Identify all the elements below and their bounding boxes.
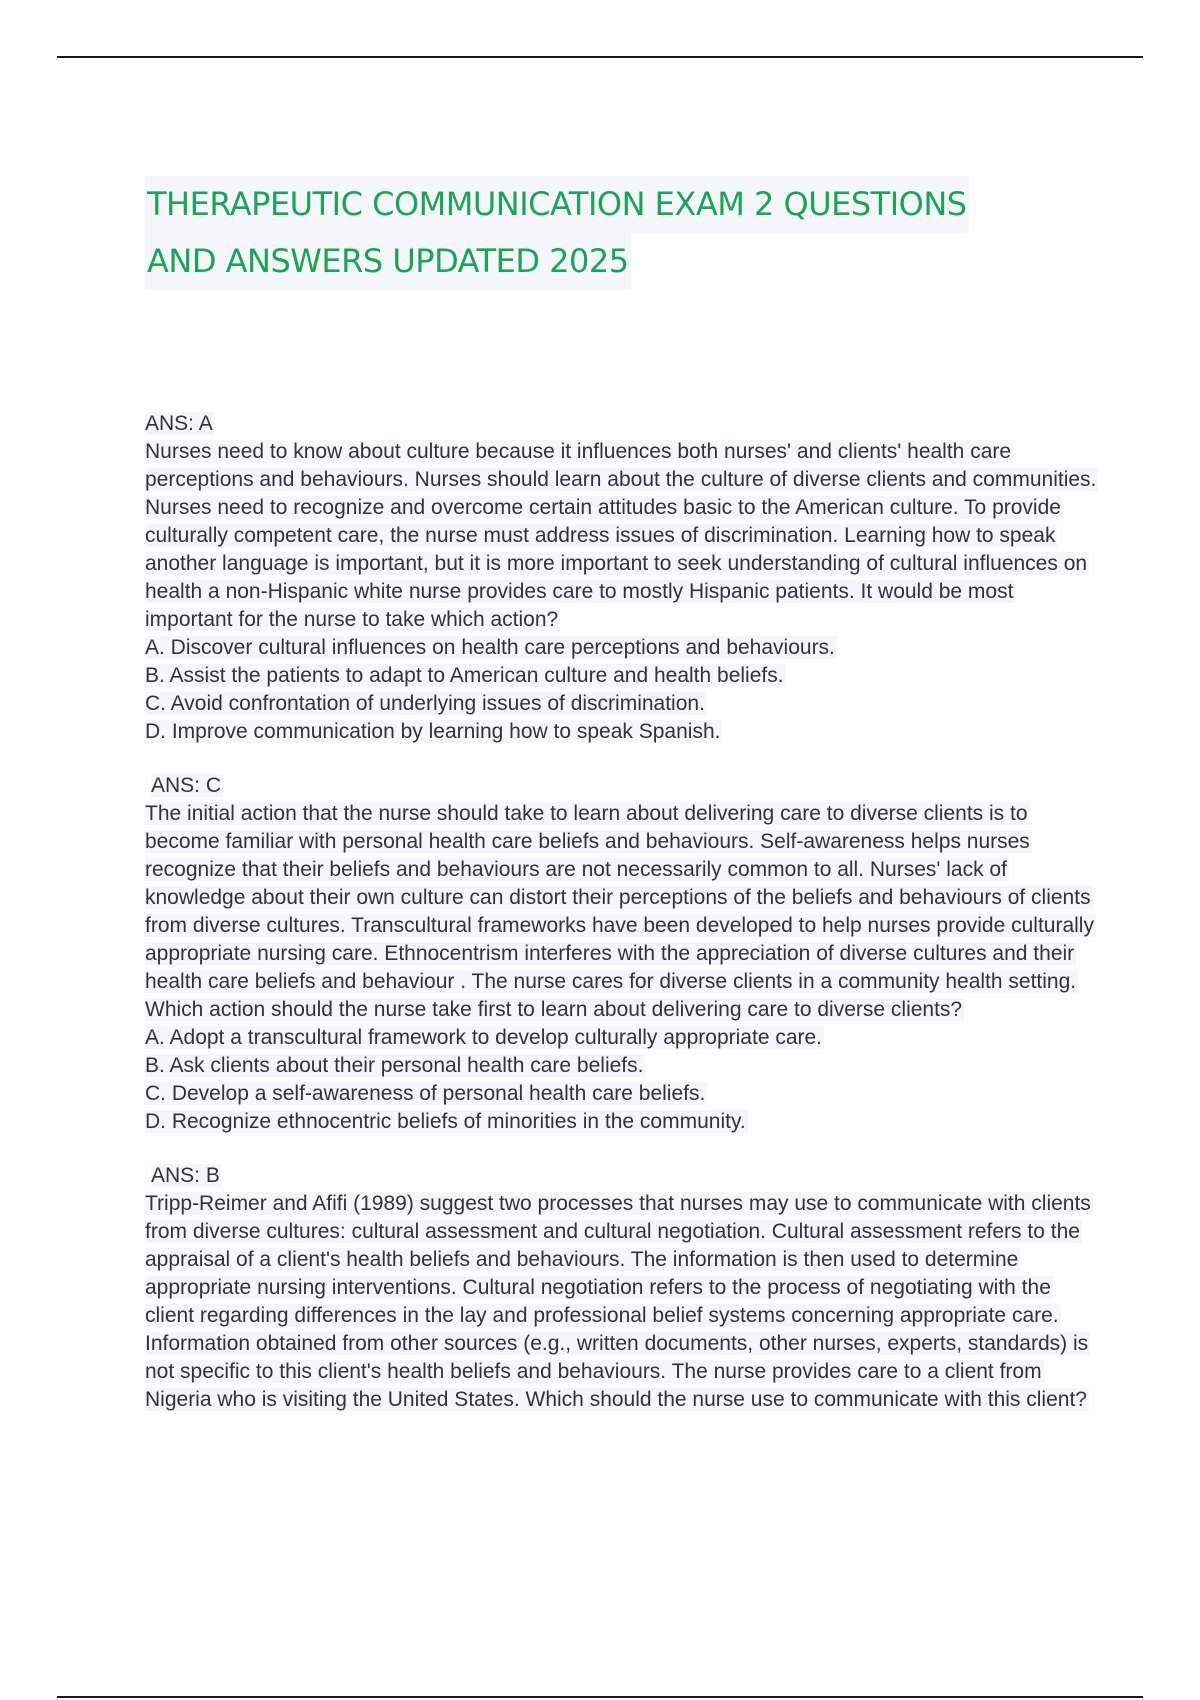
answer-label: ANS: C [151, 774, 222, 797]
rationale-and-question: Tripp-Reimer and Afifi (1989) suggest two processes that nurses may use to communicate with clients from diverse cultures: cultural assessment and cultural negotiation. Cultural assessment refers to the appraisal of a client's health beliefs and behaviours. The information is then used to determine appropriate nursing interventions. Cultural negotiation refers to the process of negotiating with the client regarding differences in the lay and professional belief systems concerning appropriate care. Information obtained from other sources (e.g., written documents, other nurses, experts, standards) is not specific to this client's health beliefs and behaviours. The nurse provides care to a client from Nigeria who is visiting the United States. Which should the nurse use to communicate with this client? [145, 1192, 1091, 1411]
footer-rule [57, 1696, 1143, 1698]
qa-block-2 [145, 772, 1105, 1136]
title-line-2: AND ANSWERS UPDATED 2025 [145, 233, 631, 290]
answer-label: ANS: B [151, 1164, 220, 1187]
option-c: C. Avoid confrontation of underlying issues of discrimination. [145, 692, 705, 715]
option-d: D. Recognize ethnocentric beliefs of minorities in the community. [145, 1110, 746, 1133]
option-b: B. Ask clients about their personal health care beliefs. [145, 1054, 644, 1077]
title-line-1: THERAPEUTIC COMMUNICATION EXAM 2 QUESTIONS [145, 176, 969, 233]
answer-options [145, 1024, 1105, 1136]
qa-block-1 [145, 410, 1105, 746]
option-d: D. Improve communication by learning how to speak Spanish. [145, 720, 721, 743]
qa-content [145, 410, 1105, 1440]
rationale-and-question: Nurses need to know about culture because it influences both nurses' and clients' health care perceptions and behaviours. Nurses should learn about the culture of diverse clients and communities. Nurses need to recognize and overcome certain attitudes basic to the American culture. To provide culturally competent care, the nurse must address issues of discrimination. Learning how to speak another language is important, but it is more important to seek understanding of cultural influences on health a non-Hispanic white nurse provides care to mostly Hispanic patients. It would be most important for the nurse to take which action? [145, 440, 1097, 631]
option-b: B. Assist the patients to adapt to American culture and health beliefs. [145, 664, 784, 687]
qa-block-3 [145, 1162, 1105, 1414]
answer-label: ANS: A [145, 412, 213, 435]
header-rule [57, 56, 1143, 58]
option-c: C. Develop a self-awareness of personal health care beliefs. [145, 1082, 706, 1105]
option-a: A. Discover cultural influences on health care perceptions and behaviours. [145, 636, 835, 659]
option-a: A. Adopt a transcultural framework to develop culturally appropriate care. [145, 1026, 823, 1049]
document-title [145, 176, 969, 290]
answer-options [145, 634, 1105, 746]
rationale-and-question: The initial action that the nurse should take to learn about delivering care to diverse clients is to become familiar with personal health care beliefs and behaviours. Self-awareness helps nurses recognize that their beliefs and behaviours are not necessarily common to all. Nurses' lack of knowledge about their own culture can distort their perceptions of the beliefs and behaviours of clients from diverse cultures. Transcultural frameworks have been developed to help nurses provide culturally appropriate nursing care. Ethnocentrism interferes with the appreciation of diverse cultures and their health care beliefs and behaviour . The nurse cares for diverse clients in a community health setting. Which action should the nurse take first to learn about delivering care to diverse clients? [145, 802, 1094, 1021]
